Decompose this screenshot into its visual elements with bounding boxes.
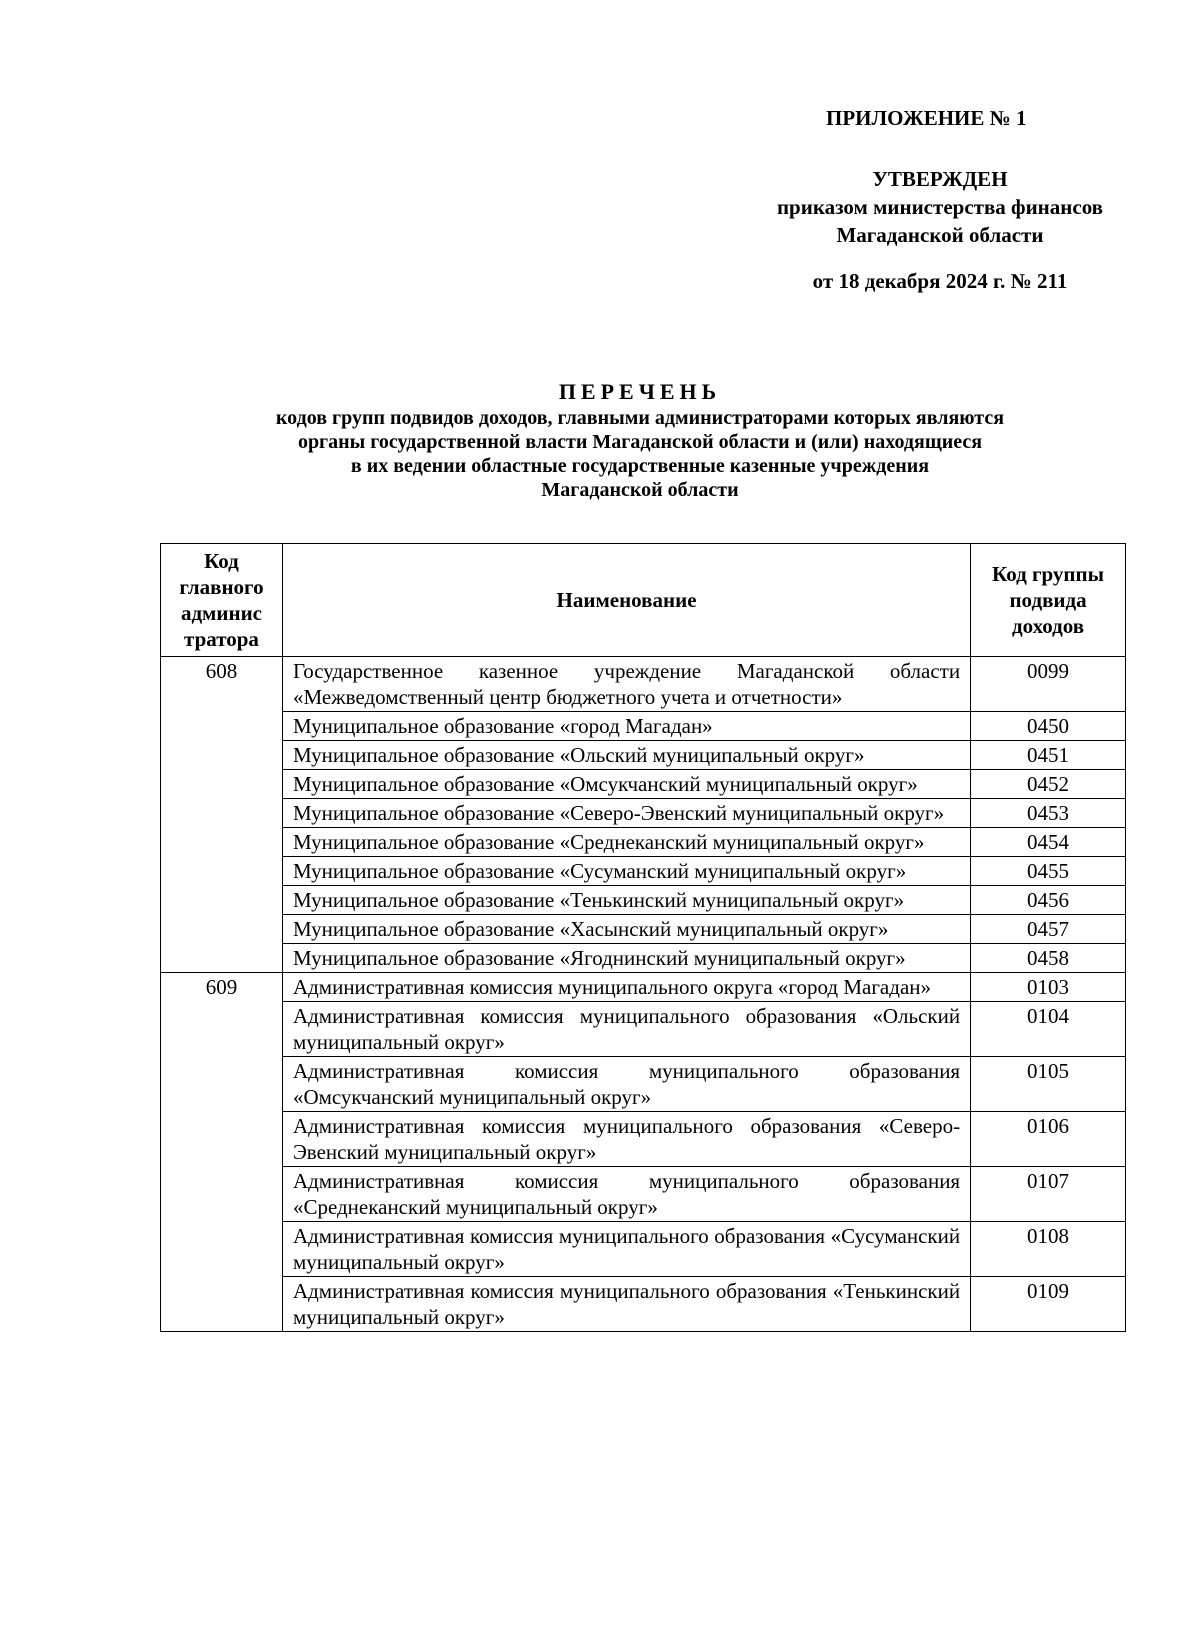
- table-row: [161, 944, 1126, 973]
- approval-stamp: [740, 165, 1140, 295]
- table-row: [161, 799, 1126, 828]
- group-code-cell: 0458: [971, 944, 1126, 973]
- name-cell: Муниципальное образование «Ягоднинский муниципальный округ»: [282, 944, 970, 973]
- name-cell: Муниципальное образование «город Магадан»: [282, 712, 970, 741]
- name-cell: Административная комиссия муниципального образования «Северо-Эвенский муниципальный округ»: [282, 1112, 970, 1167]
- group-code-cell: 0108: [971, 1222, 1126, 1277]
- title-line-1: кодов групп подвидов доходов, главными администраторами которых являются: [275, 407, 1005, 429]
- group-code-cell: 0450: [971, 712, 1126, 741]
- name-cell: Муниципальное образование «Ольский муниципальный округ»: [282, 741, 970, 770]
- name-cell: Административная комиссия муниципального образования «Среднеканский муниципальный округ»: [282, 1167, 970, 1222]
- group-code-cell: 0105: [971, 1057, 1126, 1112]
- group-code-cell: 0106: [971, 1112, 1126, 1167]
- name-cell: Муниципальное образование «Среднеканский муниципальный округ»: [282, 828, 970, 857]
- name-cell: Муниципальное образование «Омсукчанский муниципальный округ»: [282, 770, 970, 799]
- name-cell: Муниципальное образование «Хасынский муниципальный округ»: [282, 915, 970, 944]
- header-name: Наименование: [282, 544, 970, 657]
- name-cell: Муниципальное образование «Тенькинский муниципальный округ»: [282, 886, 970, 915]
- table-body: [161, 657, 1126, 1332]
- group-code-cell: 0103: [971, 973, 1126, 1002]
- approved-label: УТВЕРЖДЕН: [872, 167, 1008, 191]
- group-code-cell: 0099: [971, 657, 1126, 712]
- group-code-cell: 0455: [971, 857, 1126, 886]
- appendix-label: ПРИЛОЖЕНИЕ № 1: [826, 106, 1027, 130]
- table-row: [161, 857, 1126, 886]
- group-code-cell: 0453: [971, 799, 1126, 828]
- group-code-cell: 0452: [971, 770, 1126, 799]
- table-header-row: [161, 544, 1126, 657]
- name-cell: Административная комиссия муниципального образования «Сусуманский муниципальный округ»: [282, 1222, 970, 1277]
- table-row: [161, 1002, 1126, 1057]
- name-cell: Административная комиссия муниципального образования «Ольский муниципальный округ»: [282, 1002, 970, 1057]
- header-admin-code: Код главного админис тратора: [161, 544, 283, 657]
- table-row: [161, 657, 1126, 712]
- table-row: [161, 1222, 1126, 1277]
- name-cell: Государственное казенное учреждение Магаданской области «Межведомственный центр бюджетного учета и отчетности»: [282, 657, 970, 712]
- group-code-cell: 0454: [971, 828, 1126, 857]
- table-row: [161, 1167, 1126, 1222]
- order-line-1: приказом министерства финансов: [776, 195, 1104, 219]
- title-line-4: Магаданской области: [541, 479, 739, 501]
- group-code-cell: 0451: [971, 741, 1126, 770]
- name-cell: Административная комиссия муниципального образования «Тенькинский муниципальный округ»: [282, 1277, 970, 1332]
- group-code-cell: 0109: [971, 1277, 1126, 1332]
- title-line-3: в их ведении областные государственные казенные учреждения: [350, 455, 930, 477]
- group-code-cell: 0107: [971, 1167, 1126, 1222]
- name-cell: Административная комиссия муниципального образования «Омсукчанский муниципальный округ»: [282, 1057, 970, 1112]
- name-cell: Административная комиссия муниципального округа «город Магадан»: [282, 973, 970, 1002]
- table-row: [161, 973, 1126, 1002]
- title-line-2: органы государственной власти Магаданской области и (или) находящиеся: [297, 431, 983, 453]
- table-row: [161, 886, 1126, 915]
- name-cell: Муниципальное образование «Сусуманский муниципальный округ»: [282, 857, 970, 886]
- table-row: [161, 741, 1126, 770]
- table-row: [161, 712, 1126, 741]
- table-row: [161, 770, 1126, 799]
- name-cell: Муниципальное образование «Северо-Эвенский муниципальный округ»: [282, 799, 970, 828]
- order-date: от 18 декабря 2024 г. № 211: [812, 269, 1068, 293]
- document-title: [150, 378, 1130, 502]
- group-code-cell: 0457: [971, 915, 1126, 944]
- title-heading: ПЕРЕЧЕНЬ: [558, 379, 722, 404]
- group-code-cell: 0456: [971, 886, 1126, 915]
- table-row: [161, 915, 1126, 944]
- table-row: [161, 1057, 1126, 1112]
- admin-code-cell: 609: [161, 973, 283, 1332]
- header-group-code: Код группы подвида доходов: [971, 544, 1126, 657]
- table-row: [161, 1277, 1126, 1332]
- group-code-cell: 0104: [971, 1002, 1126, 1057]
- table-row: [161, 828, 1126, 857]
- table-row: [161, 1112, 1126, 1167]
- admin-code-cell: 608: [161, 657, 283, 973]
- income-codes-table: [160, 543, 1126, 1332]
- order-line-2: Магаданской области: [836, 223, 1044, 247]
